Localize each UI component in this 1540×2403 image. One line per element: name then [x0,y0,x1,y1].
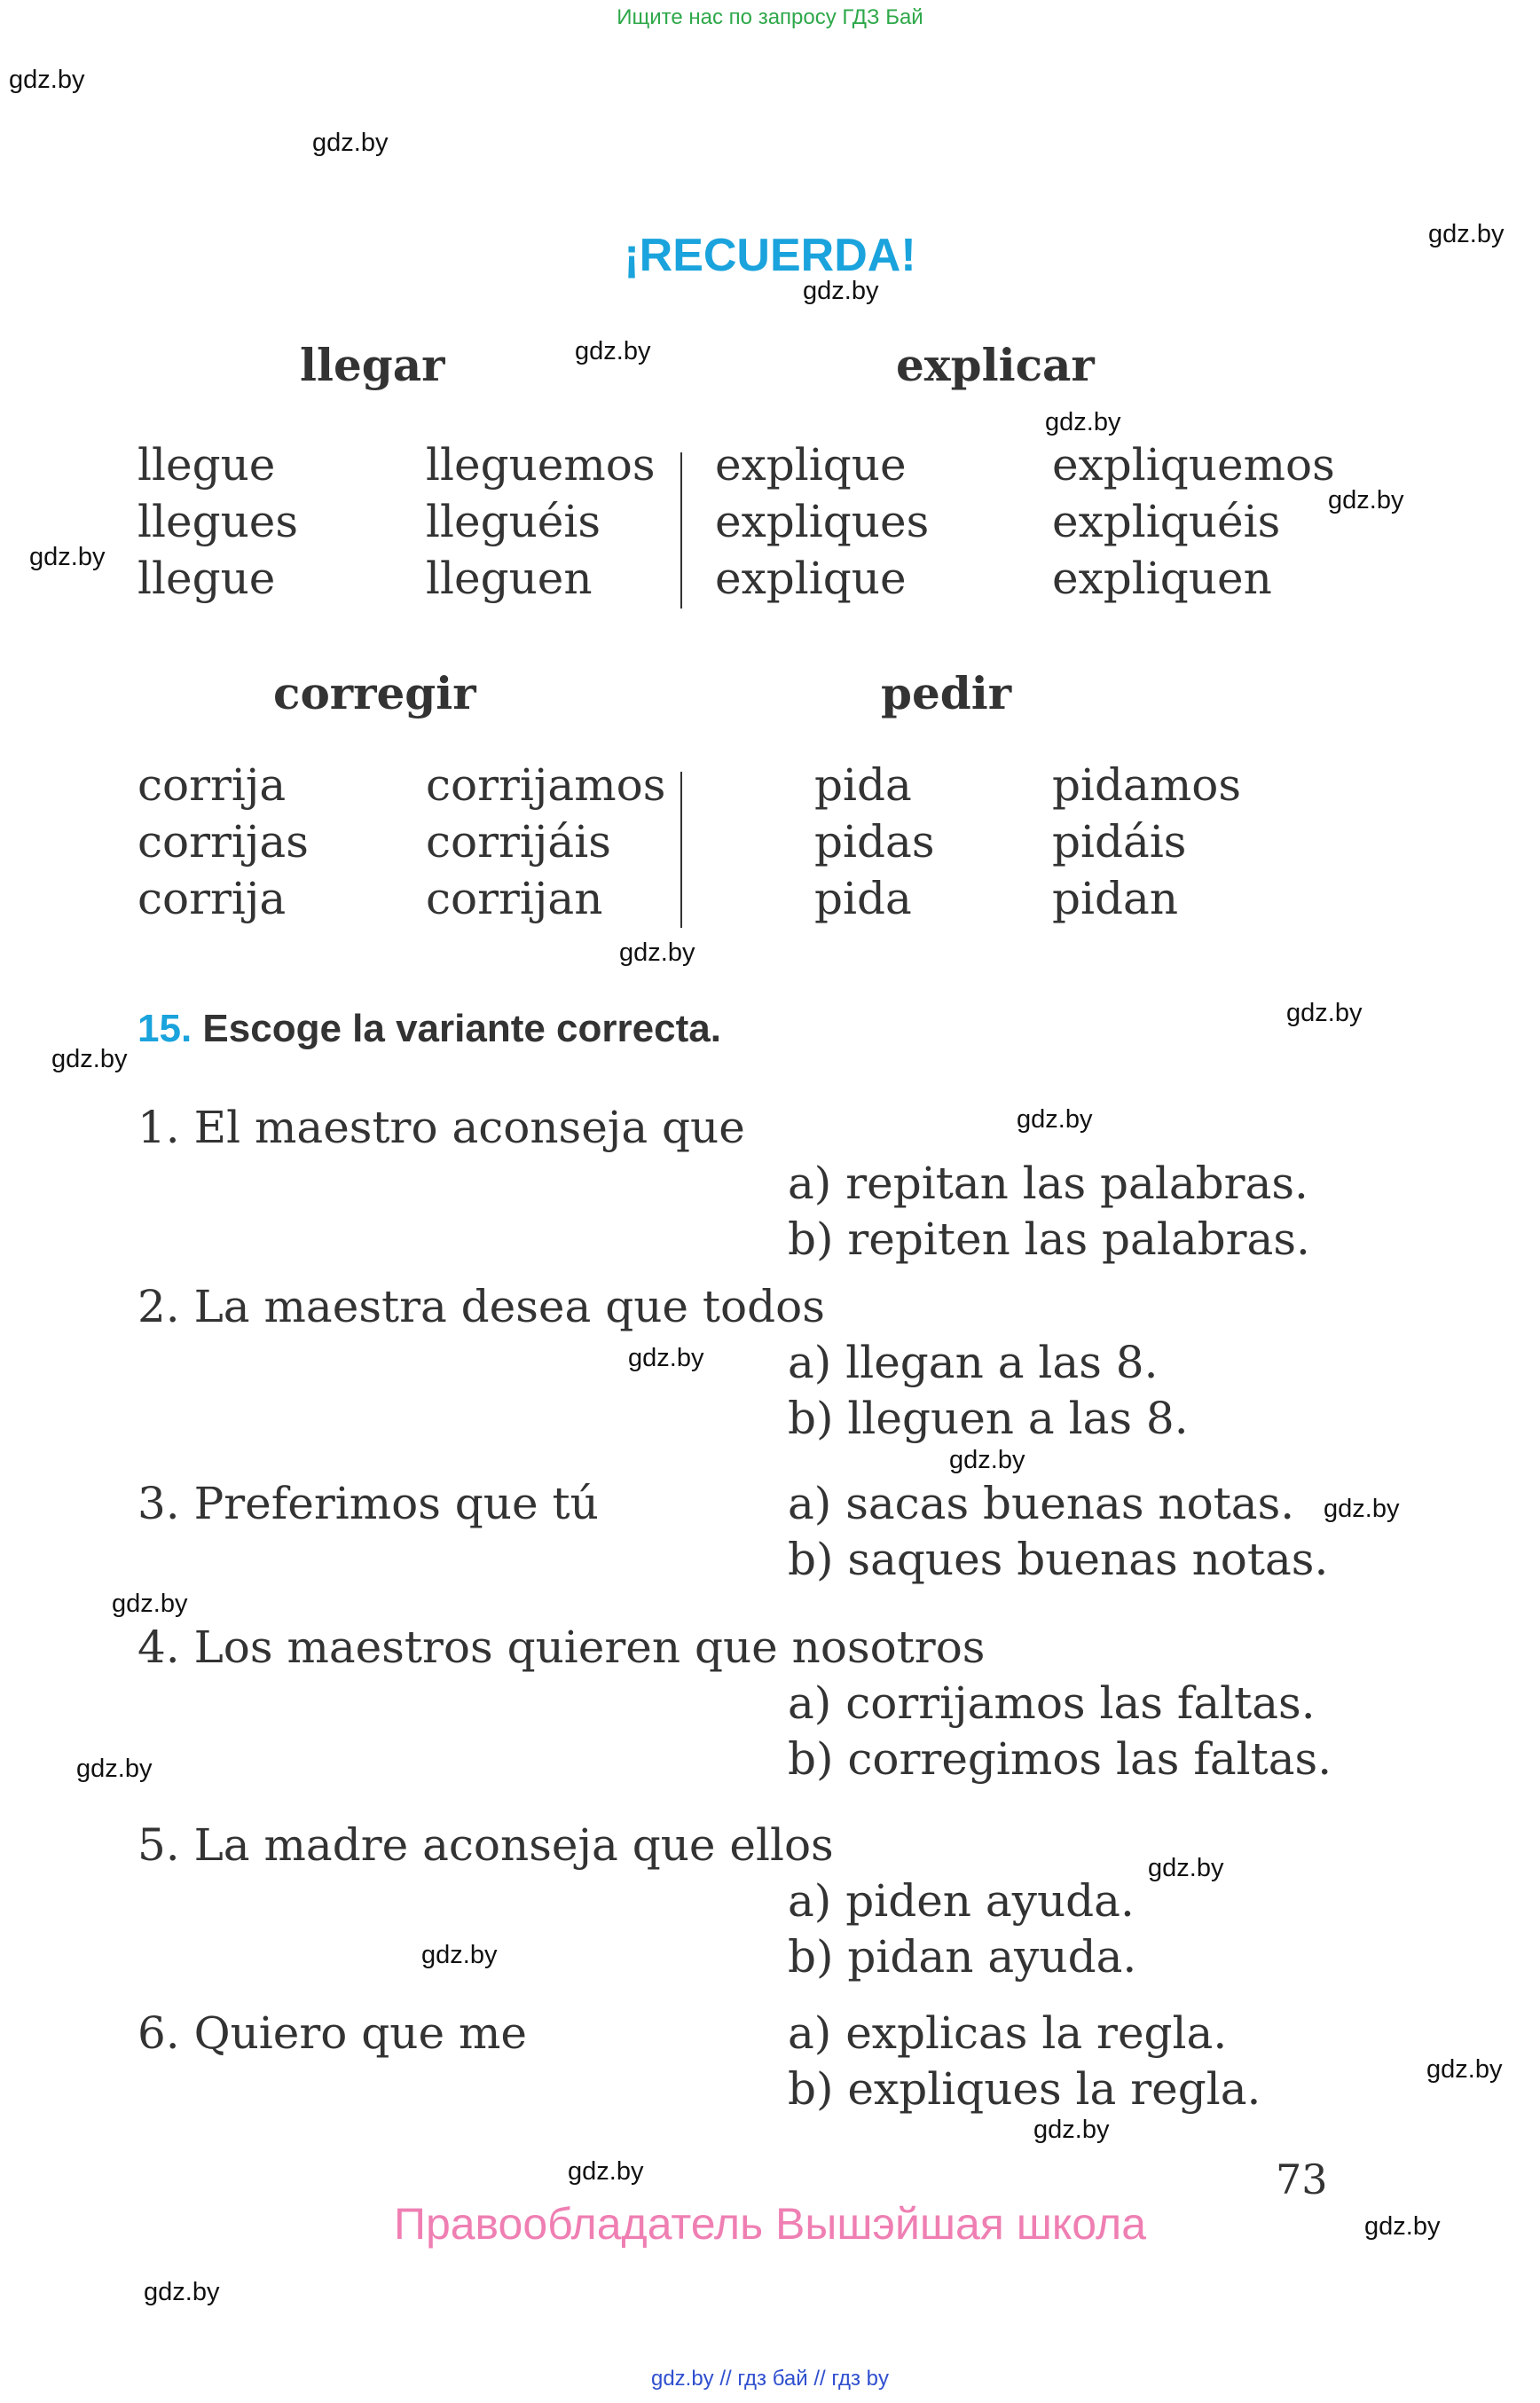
watermark: gdz.by [949,1446,1025,1474]
conjugation-form: lleguemos [426,439,656,491]
watermark: gdz.by [1426,2055,1503,2084]
conjugation-form: pida [814,759,912,811]
watermark: gdz.by [1017,1105,1093,1134]
column-divider [680,772,682,928]
watermark: gdz.by [312,129,389,157]
section-title: ¡RECUERDA! [624,230,916,281]
watermark: gdz.by [1324,1495,1400,1523]
option-a[interactable]: a) piden ayuda. [788,1875,1135,1927]
conjugation-column [715,436,929,607]
option-b[interactable]: b) expliques la regla. [788,2063,1261,2115]
verb-title: llegar [300,339,445,391]
conjugation-form: corrijáis [426,816,611,868]
conjugation-form: llegue [138,439,276,491]
exercise-heading: Escoge la variante correcta. [202,1007,721,1050]
watermark: gdz.by [1428,220,1505,248]
watermark: gdz.by [1364,2212,1441,2241]
watermark: gdz.by [1286,999,1363,1027]
option-a[interactable]: a) repitan las palabras. [788,1158,1308,1209]
conjugation-form: pidas [814,816,935,868]
conjugation-column [426,757,665,927]
conjugation-form: explique [715,439,907,491]
option-a[interactable]: a) sacas buenas notas. [788,1478,1295,1529]
question: 2. La maestra desea que todos [138,1281,825,1332]
watermark: gdz.by [29,543,106,571]
watermark: gdz.by [619,938,695,967]
watermark: gdz.by [628,1344,704,1372]
conjugation-form: corrija [138,759,287,811]
page-number: 73 [1276,2156,1328,2203]
conjugation-column [1052,436,1335,607]
verb-title: pedir [881,667,1012,719]
conjugation-form: expliques [715,496,930,547]
option-b[interactable]: b) saques buenas notas. [788,1534,1329,1585]
question: 3. Preferimos que tú [138,1478,599,1529]
conjugation-form: expliquen [1052,553,1272,604]
conjugation-column [426,436,656,607]
watermark: gdz.by [9,66,85,94]
watermark: gdz.by [76,1755,153,1783]
option-b[interactable]: b) lleguen a las 8. [788,1393,1189,1444]
conjugation-column [138,436,298,607]
conjugation-form: pida [814,873,912,924]
top-banner: Ищите нас по запросу ГДЗ Бай [617,5,923,29]
watermark: gdz.by [1033,2116,1110,2144]
column-divider [680,452,682,609]
conjugation-form: corrija [138,873,287,924]
conjugation-column [1052,757,1241,927]
question: 5. La madre aconseja que ellos [138,1819,834,1871]
copyright-notice: Правообладатель Вышэйшая школа [394,2199,1146,2249]
watermark: gdz.by [568,2157,644,2186]
option-b[interactable]: b) repiten las palabras. [788,1213,1310,1265]
question: 1. El maestro aconseja que [138,1102,745,1153]
watermark: gdz.by [1045,408,1121,436]
bottom-links[interactable]: gdz.by // гдз бай // гдз by [650,2367,890,2391]
conjugation-form: corrijan [426,873,603,924]
option-a[interactable]: a) corrijamos las faltas. [788,1677,1316,1729]
conjugation-form: lleguen [426,553,593,604]
question: 4. Los maestros quieren que nosotros [138,1622,986,1673]
watermark: gdz.by [144,2278,220,2306]
conjugation-form: llegue [138,553,276,604]
conjugation-form: pidan [1052,873,1179,924]
conjugation-column [138,757,309,927]
conjugation-form: expliquéis [1052,496,1281,547]
exercise-number: 15. [138,1007,192,1050]
verb-title: explicar [896,339,1095,391]
conjugation-column [814,757,934,927]
watermark: gdz.by [112,1590,188,1618]
conjugation-form: pidáis [1052,816,1187,868]
conjugation-form: explique [715,553,907,604]
conjugation-form: corrijamos [426,759,666,811]
watermark: gdz.by [803,277,879,305]
watermark: gdz.by [421,1941,498,1969]
option-a[interactable]: a) explicas la regla. [788,2007,1228,2059]
conjugation-form: lleguéis [426,496,601,547]
verb-title: corregir [273,667,476,719]
exercise-title [138,1007,721,1051]
option-b[interactable]: b) corregimos las faltas. [788,1733,1332,1785]
watermark: gdz.by [1148,1854,1224,1882]
conjugation-form: corrijas [138,816,309,868]
option-a[interactable]: a) llegan a las 8. [788,1337,1159,1388]
conjugation-form: llegues [138,496,299,547]
question: 6. Quiero que me [138,2007,527,2059]
watermark: gdz.by [1328,486,1404,514]
conjugation-form: pidamos [1052,759,1241,811]
option-b[interactable]: b) pidan ayuda. [788,1931,1137,1983]
watermark: gdz.by [51,1045,128,1073]
conjugation-form: expliquemos [1052,439,1335,491]
watermark: gdz.by [575,337,651,365]
